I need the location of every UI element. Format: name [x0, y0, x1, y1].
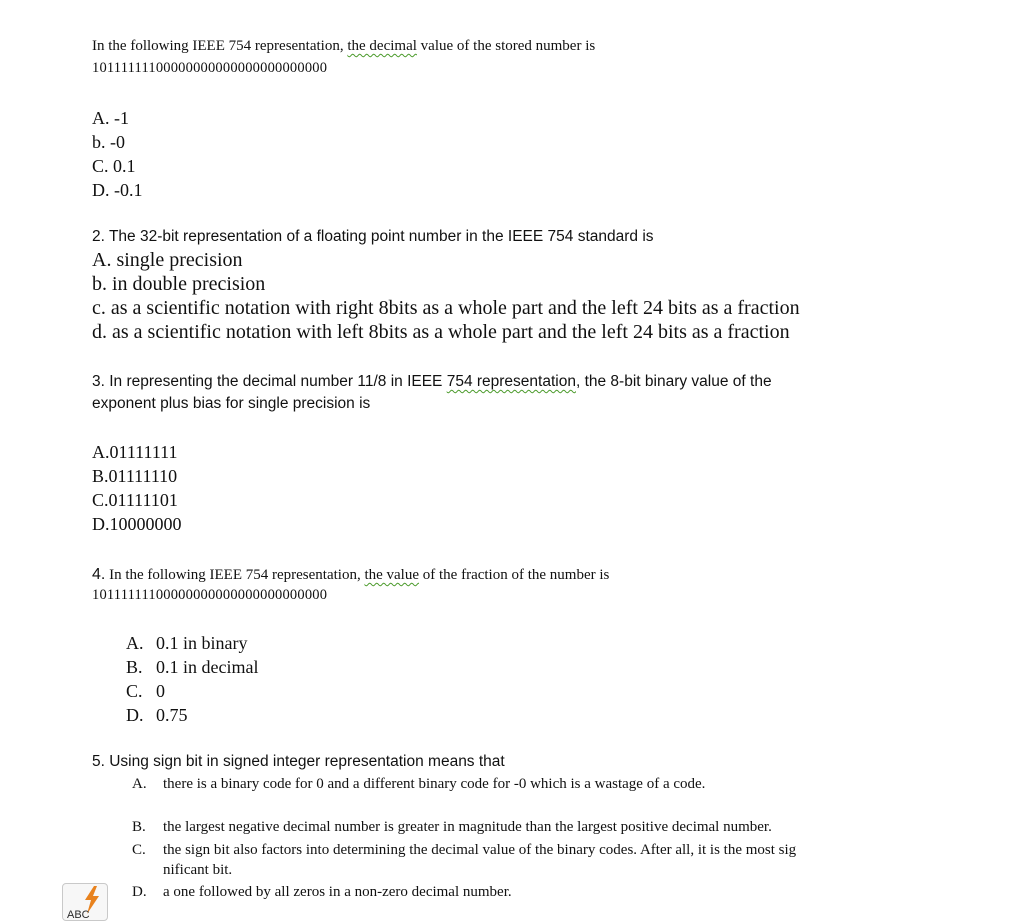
q5-option-d: D. a one followed by all zeros in a non-zero decimal number.: [132, 884, 512, 900]
q3-spellcheck-mark: 754 representation: [446, 373, 576, 390]
q4-bits: 10111111100000000000000000000000: [92, 587, 328, 603]
q2-option-c: c. as a scientific notation with right 8bits as a whole part and the left 24 bits as a fraction: [92, 297, 800, 319]
q1-option-a: A. -1: [92, 108, 129, 128]
q2-option-b: b. in double precision: [92, 273, 266, 295]
q5-stem: 5. Using sign bit in signed integer representation means that: [92, 753, 505, 770]
q4-stem: 4. In the following IEEE 754 representation, the value of the fraction of the number is: [92, 566, 610, 583]
q3-option-c: C.01111101: [92, 490, 178, 510]
q4-spellcheck-mark: the value: [364, 567, 420, 583]
q5-option-c-cont: nificant bit.: [163, 862, 233, 878]
q4-option-a: A. 0.1 in binary: [126, 633, 248, 653]
q2-stem: 2. The 32-bit representation of a floating point number in the IEEE 754 standard is: [92, 228, 654, 245]
q5-option-b: B. the largest negative decimal number is greater in magnitude than the largest positive decimal number.: [132, 819, 772, 835]
q4-option-b: B. 0.1 in decimal: [126, 657, 259, 677]
q2-option-d: d. as a scientific notation with left 8bits as a whole part and the left 24 bits as a fraction: [92, 321, 790, 343]
q3-option-b: B.01111110: [92, 466, 178, 486]
q5-option-c: C. the sign bit also factors into determining the decimal value of the binary codes. After all, it is the most sig: [132, 842, 797, 858]
q1-option-c: C. 0.1: [92, 156, 136, 176]
q3-stem-line2: exponent plus bias for single precision is: [92, 395, 371, 412]
q2-option-a: A. single precision: [92, 249, 243, 271]
q4-option-d: D. 0.75: [126, 705, 188, 725]
q3-stem: 3. In representing the decimal number 11/8 in IEEE 754 representation, the 8-bit binary value of the: [92, 373, 772, 390]
q3-option-d: D.10000000: [92, 514, 182, 534]
spellcheck-button[interactable]: [62, 883, 108, 921]
q1-spellcheck-mark: the decimal: [347, 38, 417, 54]
q1-stem: In the following IEEE 754 representation, the decimal value of the stored number is: [92, 38, 596, 54]
q1-option-d: D. -0.1: [92, 180, 143, 200]
q1-option-b: b. -0: [92, 132, 125, 152]
q5-option-a: A. there is a binary code for 0 and a different binary code for -0 which is a wastage of a code.: [132, 776, 706, 792]
q1-bits: 10111111100000000000000000000000: [92, 60, 328, 76]
spellcheck-label: ABC: [67, 909, 90, 921]
q3-option-a: A.01111111: [92, 442, 178, 462]
q4-option-c: C. 0: [126, 681, 165, 701]
